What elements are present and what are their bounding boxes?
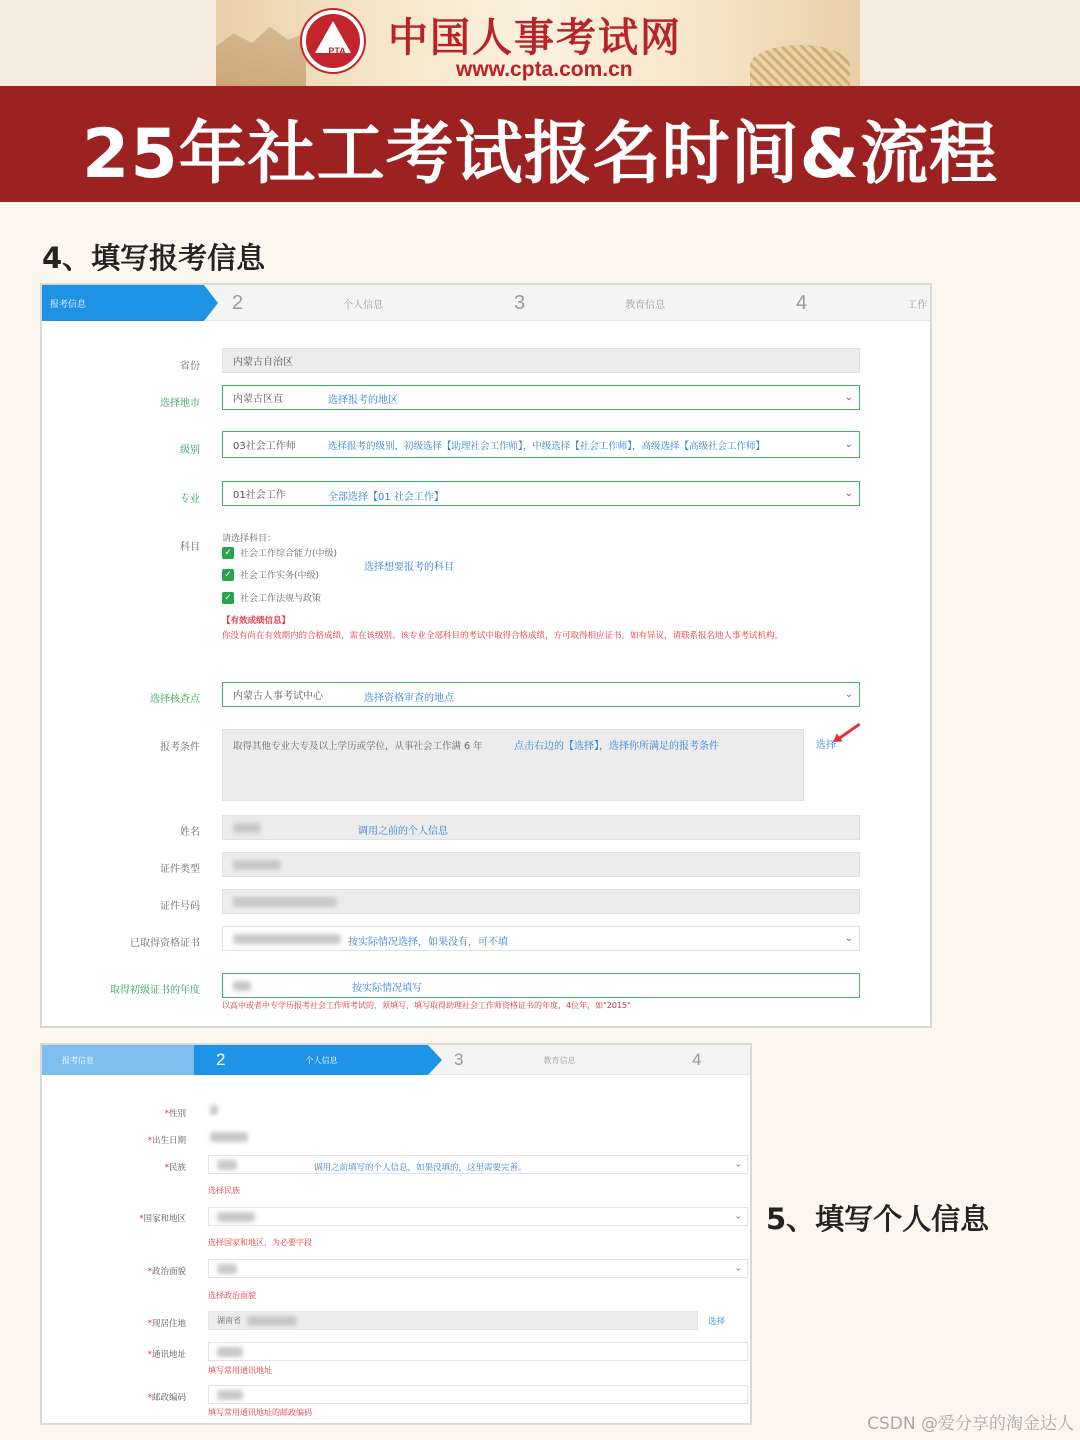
country-select[interactable] <box>208 1207 748 1226</box>
id-number-field <box>222 889 860 914</box>
province-label: 省份 <box>180 361 200 372</box>
redacted-value <box>233 981 251 991</box>
name-label: 姓名 <box>180 827 200 838</box>
id-type-field <box>222 852 860 877</box>
political-select[interactable] <box>208 1259 748 1278</box>
ethnicity-note: 选择民族 <box>208 1186 240 1195</box>
personal-info-screenshot <box>40 1043 752 1425</box>
redacted-value <box>217 1264 237 1274</box>
chevron-down-icon: ⌄ <box>844 391 853 403</box>
step-work-info[interactable]: 4 <box>692 1050 702 1069</box>
name-hint: 调用之前的个人信息 <box>358 826 448 837</box>
chevron-down-icon: ⌄ <box>844 487 853 499</box>
residence-label: *现居住地 <box>147 1319 186 1329</box>
redacted-value <box>247 1316 297 1326</box>
step-registration-info[interactable]: 报考信息 <box>62 1055 94 1065</box>
subject-checkbox-3[interactable]: ✓ 社会工作法规与政策 <box>222 591 321 604</box>
great-wall-illustration <box>216 20 306 86</box>
step-education-info[interactable]: 3 教育信息 <box>514 291 666 314</box>
registration-form-screenshot <box>40 283 932 1028</box>
site-name: 中国人事考试网 <box>388 15 682 61</box>
cert-year-note: 以高中或者中专学历报考社会工作师考试的，须填写，填写取得助理社会工作师资格证书的年度，4位年，如"2015" <box>222 1001 631 1010</box>
postcode-note: 填写常用通讯地址的邮政编码 <box>208 1408 312 1417</box>
residence-field: 湖南省 <box>208 1311 698 1330</box>
chevron-down-icon: ⌄ <box>844 932 853 944</box>
address-label: *通讯地址 <box>147 1350 186 1360</box>
condition-select-link[interactable]: 选择 <box>816 740 836 751</box>
stepbar <box>42 1045 750 1075</box>
redacted-value <box>217 1212 255 1222</box>
political-note: 选择政治面貌 <box>208 1291 256 1300</box>
cert-label: 已取得资格证书 <box>130 938 200 949</box>
step4-heading: 4、填写报考信息 <box>42 241 266 275</box>
check-icon: ✓ <box>222 547 234 559</box>
checkpoint-hint: 选择资格审查的地点 <box>364 693 454 704</box>
chevron-down-icon: ⌄ <box>734 1263 742 1273</box>
condition-label: 报考条件 <box>160 742 200 753</box>
city-select[interactable]: 内蒙古区直 ⌄ <box>222 385 860 410</box>
subject-label: 科目 <box>180 542 200 553</box>
cert-select[interactable] <box>222 926 860 951</box>
step-registration-info[interactable]: 报考信息 <box>50 299 87 310</box>
gender-label: *性别 <box>164 1109 186 1119</box>
redacted-value <box>217 1390 243 1400</box>
watermark: CSDN @爱分享的淘金达人 <box>867 1414 1074 1434</box>
red-arrow-icon <box>837 723 860 740</box>
step-education-info[interactable]: 3 教育信息 <box>454 1050 576 1069</box>
residence-select-link[interactable]: 选择 <box>708 1317 726 1327</box>
page-title: 25年社工考试报名时间&流程 <box>82 115 998 194</box>
site-url: www.cpta.com.cn <box>456 58 633 81</box>
subject-checkbox-1[interactable]: ✓ 社会工作综合能力(中级) <box>222 546 337 559</box>
redacted-value <box>217 1160 237 1170</box>
city-hint: 选择报考的地区 <box>328 395 398 406</box>
birth-label: *出生日期 <box>147 1136 186 1146</box>
title-band <box>0 86 1080 202</box>
valid-score-title: 【有效成绩信息】 <box>222 616 291 626</box>
level-label: 级别 <box>180 445 200 456</box>
ethnicity-hint: 调用之前填写的个人信息，如果没填的，这里需要完善。 <box>314 1163 527 1173</box>
condition-hint: 点击右边的【选择】，选择你所满足的报考条件 <box>514 741 719 752</box>
check-icon: ✓ <box>222 569 234 581</box>
pta-logo-icon: PTA <box>302 10 364 72</box>
subject-prompt: 请选择科目： <box>222 534 277 544</box>
id-type-label: 证件类型 <box>160 864 200 875</box>
redacted-value <box>210 1105 218 1115</box>
redacted-value <box>233 934 341 944</box>
level-select[interactable]: 03社会工作师 ⌄ <box>222 431 860 458</box>
level-hint: 选择报考的级别，初级选择【助理社会工作师】，中级选择【社会工作师】，高级选择【高级社会工作师】 <box>328 441 766 452</box>
subject-hint: 选择想要报考的科目 <box>364 562 454 573</box>
major-hint: 全部选择【01 社会工作】 <box>328 492 444 503</box>
political-label: *政治面貌 <box>147 1267 186 1277</box>
step-personal-info[interactable]: 2 个人信息 <box>232 291 384 314</box>
step5-heading: 5、填写个人信息 <box>766 1202 990 1236</box>
check-icon: ✓ <box>222 592 234 604</box>
ethnicity-label: *民族 <box>164 1163 186 1173</box>
cert-year-hint: 按实际情况填写 <box>352 983 422 994</box>
redacted-value <box>210 1132 248 1142</box>
site-banner <box>216 0 860 86</box>
valid-score-notice: 你没有尚在有效期内的合格成绩，需在该级别、该专业全部科目的考试中取得合格成绩，方可取得相应证书。如有异议，请联系报名地人事考试机构。 <box>222 631 784 641</box>
country-note: 选择国家和地区，为必要字段 <box>208 1238 312 1247</box>
name-field <box>222 815 860 840</box>
chevron-down-icon: ⌄ <box>844 438 853 450</box>
major-select[interactable]: 01社会工作 ⌄ <box>222 481 860 506</box>
province-field: 内蒙古自治区 <box>222 348 860 373</box>
postcode-label: *邮政编码 <box>147 1393 186 1403</box>
chevron-down-icon: ⌄ <box>734 1159 742 1169</box>
redacted-value <box>233 860 281 870</box>
step-work-info[interactable]: 4 工作 <box>796 291 928 314</box>
step-personal-info[interactable]: 2 个人信息 <box>216 1050 338 1069</box>
country-label: *国家和地区 <box>139 1214 186 1224</box>
city-label: 选择地市 <box>160 398 200 409</box>
checkpoint-select[interactable]: 内蒙古人事考试中心 ⌄ <box>222 682 860 707</box>
redacted-value <box>233 897 337 907</box>
checkpoint-label: 选择核查点 <box>150 694 200 705</box>
subject-checkbox-2[interactable]: ✓ 社会工作实务(中级) <box>222 568 319 581</box>
address-note: 填写常用通讯地址 <box>208 1366 272 1375</box>
id-number-label: 证件号码 <box>160 901 200 912</box>
address-input[interactable] <box>208 1342 748 1361</box>
postcode-input[interactable] <box>208 1385 748 1404</box>
stadium-illustration <box>750 45 850 86</box>
major-label: 专业 <box>180 494 200 505</box>
stepbar <box>42 285 930 321</box>
cert-year-input[interactable] <box>222 973 860 998</box>
chevron-down-icon: ⌄ <box>734 1211 742 1221</box>
chevron-down-icon: ⌄ <box>844 688 853 700</box>
redacted-value <box>233 823 261 833</box>
condition-textarea[interactable]: 取得其他专业大专及以上学历或学位，从事社会工作满 6 年 <box>222 729 804 801</box>
cert-year-label: 取得初级证书的年度 <box>110 985 200 996</box>
cert-hint: 按实际情况选择，如果没有，可不填 <box>348 937 508 948</box>
redacted-value <box>217 1347 243 1357</box>
